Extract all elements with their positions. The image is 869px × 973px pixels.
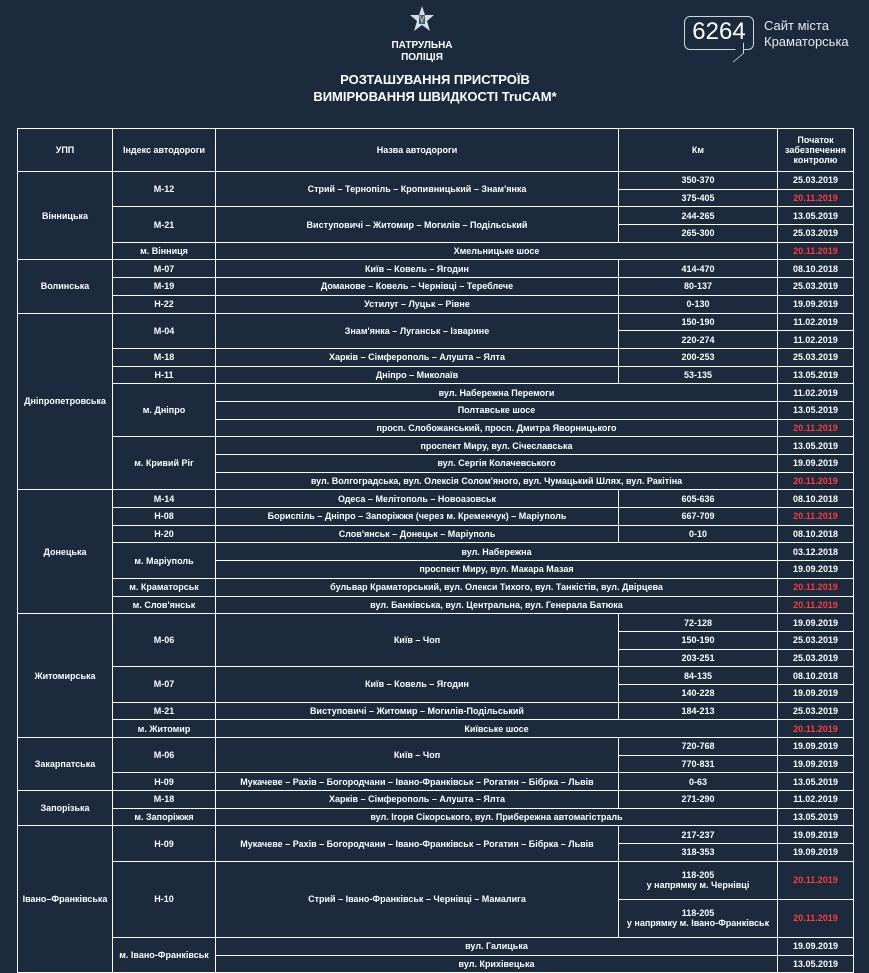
date-cell: 20.11.2019 [778, 861, 854, 899]
table-row [18, 937, 854, 955]
table-row [18, 207, 854, 225]
page-title [220, 71, 650, 105]
km-cell: 150-190 [619, 631, 778, 649]
date-cell: 25.03.2019 [778, 631, 854, 649]
date-cell: 20.11.2019 [778, 578, 854, 596]
road-index: М-18 [113, 791, 216, 809]
road-name: Дніпро – Миколаїв [216, 366, 619, 384]
trucam-table [17, 128, 854, 973]
site-line2: Краматорська [764, 34, 849, 49]
road-index: М-14 [113, 490, 216, 508]
header-index: Індекс автодороги [113, 129, 216, 172]
upp-cell: Запорізька [18, 791, 113, 826]
date-cell: 13.05.2019 [778, 808, 854, 826]
km-cell: 244-265 [619, 207, 778, 225]
date-cell: 20.11.2019 [778, 899, 854, 937]
road-index: М-18 [113, 348, 216, 366]
table-row [18, 667, 854, 685]
road-index: Н-09 [113, 773, 216, 791]
road-index: М-21 [113, 207, 216, 242]
upp-cell: Івано–Франківська [18, 826, 113, 973]
upp-cell: Закарпатська [18, 738, 113, 791]
date-cell: 19.09.2019 [778, 561, 854, 579]
road-name: вул. Ігоря Сікорського, вул. Прибережна автомагістраль [216, 808, 778, 826]
road-name: Київ – Чоп [216, 738, 619, 773]
table-row [18, 490, 854, 508]
date-cell: 25.03.2019 [778, 225, 854, 243]
road-name: проспект Миру, вул. Макара Мазая [216, 561, 778, 579]
km-direction: у напрямку м. Івано-Франківськ [626, 918, 770, 929]
road-name: Київ – Чоп [216, 614, 619, 667]
header-start-date: Початок забезпечення контролю [778, 129, 854, 172]
date-cell: 25.03.2019 [778, 172, 854, 190]
date-cell: 08.10.2018 [778, 667, 854, 685]
road-name: вул. Набережна Перемоги [216, 384, 778, 402]
km-cell: 53-135 [619, 366, 778, 384]
police-label [370, 40, 474, 64]
date-cell: 13.05.2019 [778, 437, 854, 455]
table-row [18, 313, 854, 331]
date-cell: 13.05.2019 [778, 955, 854, 973]
km-cell: 605-636 [619, 490, 778, 508]
road-index: м. Запоріжжя [113, 808, 216, 826]
table-row [18, 738, 854, 756]
road-index: м. Маріуполь [113, 543, 216, 578]
road-name: Харків – Сімферополь – Алушта – Ялта [216, 348, 619, 366]
upp-cell: Донецька [18, 490, 113, 614]
date-cell: 19.09.2019 [778, 937, 854, 955]
road-name: Мукачеве – Рахів – Богородчани – Івано-Франківськ – Рогатин – Бібрка – Львів [216, 773, 619, 791]
table-row [18, 278, 854, 296]
km-direction: у напрямку м. Чернівці [646, 880, 750, 891]
date-cell: 25.03.2019 [778, 702, 854, 720]
date-cell: 20.11.2019 [778, 419, 854, 437]
date-cell: 19.09.2019 [778, 826, 854, 844]
police-line2: ПОЛІЦІЯ [401, 52, 443, 63]
road-name: вул. Крихівецька [216, 955, 778, 973]
road-name: Виступовичі – Житомир – Могилів – Подільський [216, 207, 619, 242]
table-row [18, 578, 854, 596]
table-header-row [18, 129, 854, 172]
table-row [18, 172, 854, 190]
road-name: Знам'янка – Луганськ – Ізварине [216, 313, 619, 348]
road-name: Полтавське шосе [216, 401, 778, 419]
date-cell: 11.02.2019 [778, 791, 854, 809]
road-index: Н-10 [113, 861, 216, 937]
km-cell: 375-405 [619, 189, 778, 207]
road-index: М-21 [113, 702, 216, 720]
table-row [18, 366, 854, 384]
table-row [18, 525, 854, 543]
road-name: Устилуг – Луцьк – Рівне [216, 295, 619, 313]
header [0, 0, 869, 128]
date-cell: 13.05.2019 [778, 207, 854, 225]
km-cell: 203-251 [619, 649, 778, 667]
date-cell: 25.03.2019 [778, 278, 854, 296]
km-cell: 271-290 [619, 791, 778, 809]
road-index: М-12 [113, 172, 216, 207]
road-name: вул. Сергія Колачевського [216, 455, 778, 473]
road-index: м. Житомир [113, 720, 216, 738]
road-index: М-07 [113, 260, 216, 278]
road-name: Виступовичі – Житомир – Могилів-Подільський [216, 702, 619, 720]
police-emblem-icon [409, 6, 435, 38]
table-row [18, 720, 854, 738]
date-cell: 08.10.2018 [778, 525, 854, 543]
km-cell: 350-370 [619, 172, 778, 190]
km-cell: 220-274 [619, 331, 778, 349]
title-line2: ВИМІРЮВАННЯ ШВИДКОСТІ TruCAM* [313, 89, 557, 104]
km-cell: 770-831 [619, 755, 778, 773]
road-index: м. Дніпро [113, 384, 216, 437]
header-km: Км [619, 129, 778, 172]
road-name: Доманове – Ковель – Чернівці – Тереблече [216, 278, 619, 296]
road-name: Стрий – Тернопіль – Кропивницький – Знам'янка [216, 172, 619, 207]
header-road-name: Назва автодороги [216, 129, 619, 172]
date-cell: 13.05.2019 [778, 401, 854, 419]
km-cell: 184-213 [619, 702, 778, 720]
road-name: Хмельницьке шосе [216, 242, 778, 260]
table-row [18, 242, 854, 260]
km-cell: 265-300 [619, 225, 778, 243]
road-name: Слов'янськ – Донецьк – Маріуполь [216, 525, 619, 543]
road-name: Київ – Ковель – Ягодин [216, 667, 619, 702]
site-name [764, 18, 869, 50]
date-cell: 11.02.2019 [778, 313, 854, 331]
site-logo: 6264 [684, 16, 754, 50]
date-cell: 13.05.2019 [778, 773, 854, 791]
km-cell: 720-768 [619, 738, 778, 756]
date-cell: 11.02.2019 [778, 331, 854, 349]
date-cell: 08.10.2018 [778, 490, 854, 508]
site-line1: Сайт міста [764, 18, 829, 33]
km-cell: 0-63 [619, 773, 778, 791]
road-index: М-07 [113, 667, 216, 702]
road-index: М-04 [113, 313, 216, 348]
table-row [18, 437, 854, 455]
table-row [18, 773, 854, 791]
date-cell: 20.11.2019 [778, 472, 854, 490]
upp-cell: Дніпропетровська [18, 313, 113, 490]
table-row [18, 861, 854, 899]
km-cell: 84-135 [619, 667, 778, 685]
road-index: м. Кривий Ріг [113, 437, 216, 490]
road-index: Н-20 [113, 525, 216, 543]
km-cell: 200-253 [619, 348, 778, 366]
date-cell: 19.09.2019 [778, 455, 854, 473]
road-name: просп. Слобожанський, просп. Дмитра Яворницького [216, 419, 778, 437]
road-index: Н-09 [113, 826, 216, 861]
table-row [18, 808, 854, 826]
upp-cell: Вінницька [18, 172, 113, 260]
date-cell: 19.09.2019 [778, 755, 854, 773]
table-row [18, 508, 854, 526]
road-name: вул. Банківська, вул. Центральна, вул. Генерала Батюка [216, 596, 778, 614]
road-index: Н-11 [113, 366, 216, 384]
road-name: Бориспіль – Дніпро – Запоріжжя (через м. Кременчук) – Маріуполь [216, 508, 619, 526]
km-cell [619, 861, 778, 899]
road-index: м. Вінниця [113, 242, 216, 260]
table-row [18, 348, 854, 366]
date-cell: 20.11.2019 [778, 189, 854, 207]
km-cell: 72-128 [619, 614, 778, 632]
road-index: М-06 [113, 614, 216, 667]
km-range: 118-205 [681, 908, 715, 919]
km-cell: 80-137 [619, 278, 778, 296]
table-row [18, 260, 854, 278]
date-cell: 19.09.2019 [778, 295, 854, 313]
road-name: Київське шосе [216, 720, 778, 738]
road-index: Н-22 [113, 295, 216, 313]
table-row [18, 702, 854, 720]
km-cell: 414-470 [619, 260, 778, 278]
road-name: вул. Галицька [216, 937, 778, 955]
date-cell: 25.03.2019 [778, 649, 854, 667]
date-cell: 20.11.2019 [778, 720, 854, 738]
police-line1: ПАТРУЛЬНА [391, 40, 453, 51]
road-name: Київ – Ковель – Ягодин [216, 260, 619, 278]
road-name: Мукачеве – Рахів – Богородчани – Івано-Франківськ – Рогатин – Бібрка – Львів [216, 826, 619, 861]
road-index: Н-08 [113, 508, 216, 526]
road-name: Одеса – Мелітополь – Новоазовськ [216, 490, 619, 508]
date-cell: 03.12.2018 [778, 543, 854, 561]
road-index: М-06 [113, 738, 216, 773]
road-index: м. Краматорськ [113, 578, 216, 596]
road-index: м. Слов'янськ [113, 596, 216, 614]
km-cell [619, 899, 778, 937]
road-index: М-19 [113, 278, 216, 296]
date-cell: 19.09.2019 [778, 738, 854, 756]
km-cell: 0-10 [619, 525, 778, 543]
table-row [18, 596, 854, 614]
road-name: вул. Набережна [216, 543, 778, 561]
date-cell: 13.05.2019 [778, 366, 854, 384]
road-name: Харків – Сімферополь – Алушта – Ялта [216, 791, 619, 809]
table-row [18, 791, 854, 809]
km-cell: 140-228 [619, 684, 778, 702]
km-cell: 217-237 [619, 826, 778, 844]
date-cell: 19.09.2019 [778, 684, 854, 702]
upp-cell: Житомирська [18, 614, 113, 738]
date-cell: 08.10.2018 [778, 260, 854, 278]
road-name: вул. Волгоградська, вул. Олексія Солом'яного, вул. Чумацький Шлях, вул. Ракітіна [216, 472, 778, 490]
date-cell: 19.09.2019 [778, 614, 854, 632]
road-name: проспект Миру, вул. Січеславська [216, 437, 778, 455]
header-upp: УПП [18, 129, 113, 172]
date-cell: 11.02.2019 [778, 384, 854, 402]
road-name: бульвар Краматорський, вул. Олекси Тихого, вул. Танкістів, вул. Двірцева [216, 578, 778, 596]
km-cell: 318-353 [619, 844, 778, 862]
date-cell: 20.11.2019 [778, 596, 854, 614]
road-name: Стрий – Івано-Франківськ – Чернівці – Мамалига [216, 861, 619, 937]
date-cell: 19.09.2019 [778, 844, 854, 862]
table-row [18, 295, 854, 313]
km-range: 118-205 [681, 870, 715, 881]
table-row [18, 543, 854, 561]
table-row [18, 384, 854, 402]
date-cell: 20.11.2019 [778, 242, 854, 260]
upp-cell: Волинська [18, 260, 113, 313]
road-index: м. Івано-Франківськ [113, 937, 216, 972]
table-row [18, 614, 854, 632]
date-cell: 25.03.2019 [778, 348, 854, 366]
km-cell: 0-130 [619, 295, 778, 313]
title-line1: РОЗТАШУВАННЯ ПРИСТРОЇВ [340, 72, 530, 87]
table-row [18, 826, 854, 844]
km-cell: 150-190 [619, 313, 778, 331]
km-cell: 667-709 [619, 508, 778, 526]
date-cell: 20.11.2019 [778, 508, 854, 526]
